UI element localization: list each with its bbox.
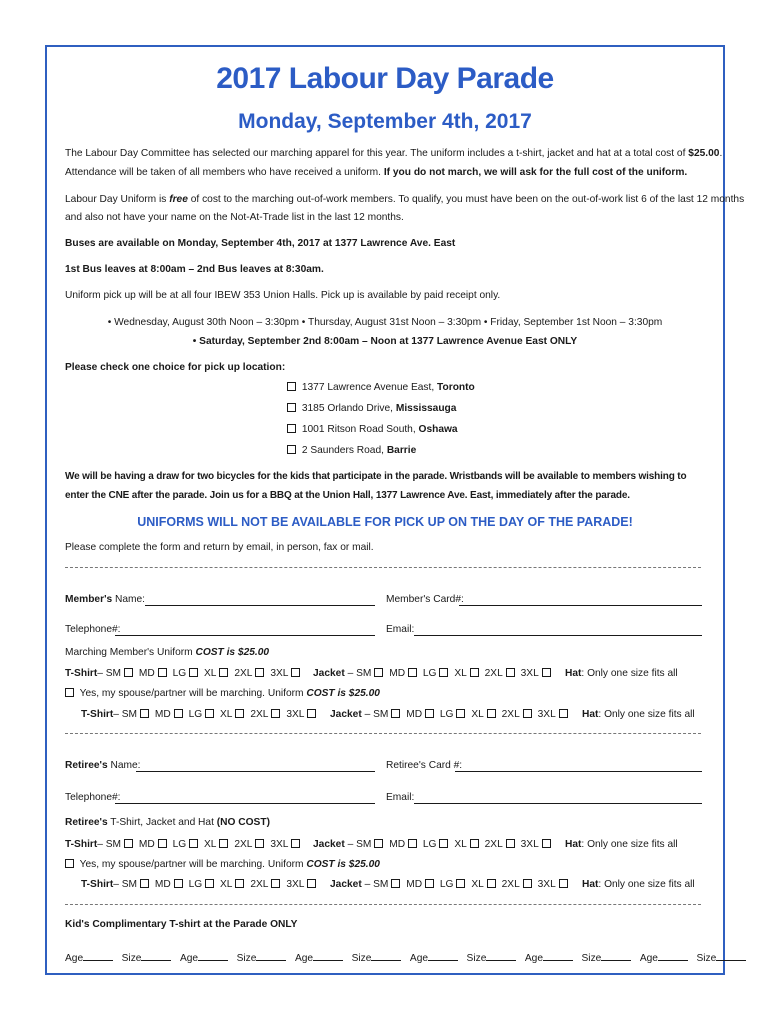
checkbox-toronto[interactable] [287,382,296,391]
size-checkbox[interactable] [140,879,149,888]
kids-age-size-row: Age Size Age Size Age Size Age Size Age Size Age Size [65,950,746,965]
checkbox-barrie[interactable] [287,445,296,454]
size-field[interactable] [371,950,401,961]
retiree-spouse-jacket-row: Jacket – SM MD LG XL 2XL 3XL [330,878,571,891]
retiree-email-label: Email: [386,792,415,803]
member-jacket-row: Jacket – SM MD LG XL 2XL 3XL [313,667,554,680]
size-checkbox[interactable] [506,668,515,677]
retiree-name-field[interactable] [136,771,375,772]
size-checkbox[interactable] [219,839,228,848]
age-field[interactable] [83,950,113,961]
size-checkbox[interactable] [391,709,400,718]
size-checkbox[interactable] [559,879,568,888]
size-checkbox[interactable] [487,879,496,888]
member-phone-label: Telephone#: [65,624,121,635]
attendance-text: Attendance will be taken of all members who have received a uniform. [65,167,381,178]
intro-text: The Labour Day Committee has selected our marching apparel for this year. The uniform includes a t-shirt, jacket and hat at a total cost of [65,148,686,159]
member-hat-note: Hat: Only one size fits all [565,668,678,679]
spouse-checkbox[interactable] [65,688,74,697]
size-checkbox[interactable] [408,668,417,677]
bus-times-text: 1st Bus leaves at 8:00am – 2nd Bus leaves at 8:30am. [65,264,324,275]
size-checkbox[interactable] [124,839,133,848]
size-field[interactable] [486,950,516,961]
size-checkbox[interactable] [542,839,551,848]
free-uniform-line-2: and also not have your name on the Not-At-Trade list in the last 12 months. [65,212,404,223]
size-checkbox[interactable] [456,709,465,718]
draw-line-1: We will be having a draw for two bicycles for the kids that participate in the parade. Wristbands will be available to members wishing to [65,471,687,482]
size-checkbox[interactable] [174,879,183,888]
size-checkbox[interactable] [425,879,434,888]
size-field[interactable] [256,950,286,961]
pickup-location-label [65,361,285,374]
form-instructions: Please complete the form and return by email, in person, fax or mail. [65,542,374,553]
member-email-field[interactable] [414,635,702,636]
retiree-email-field[interactable] [414,803,702,804]
uniform-cost: $25.00 [688,148,720,159]
size-checkbox[interactable] [158,668,167,677]
size-checkbox[interactable] [408,839,417,848]
member-phone-field[interactable] [115,635,375,636]
size-checkbox[interactable] [487,709,496,718]
free-text-a: Labour Day Uniform is [65,194,167,205]
size-checkbox[interactable] [542,668,551,677]
size-checkbox[interactable] [219,668,228,677]
pickup-saturday [0,335,770,348]
free-uniform-line-1 [65,193,744,206]
checkbox-oshawa[interactable] [287,424,296,433]
size-checkbox[interactable] [189,839,198,848]
retiree-spouse-size-row: T-Shirt– SM MD LG XL 2XL 3XL [81,878,319,891]
size-checkbox[interactable] [291,839,300,848]
location-option-oshawa[interactable]: 1001 Ritson Road South, Oshawa [287,423,458,436]
retiree-hat-note: Hat: Only one size fits all [565,839,678,850]
size-checkbox[interactable] [140,709,149,718]
size-checkbox[interactable] [255,668,264,677]
free-text-b: of cost to the marching out-of-work members. To qualify, you must have been on the out-of-work list 6 of the last 12 months [190,194,745,205]
size-checkbox[interactable] [307,709,316,718]
size-field[interactable] [716,950,746,961]
free-word: free [169,194,188,205]
age-field[interactable] [428,950,458,961]
age-field[interactable] [198,950,228,961]
retiree-phone-field[interactable] [115,803,375,804]
size-checkbox[interactable] [374,668,383,677]
size-checkbox[interactable] [271,879,280,888]
member-spouse-jacket-row: Jacket – SM MD LG XL 2XL 3XL [330,708,571,721]
age-field[interactable] [658,950,688,961]
intro-line-1: The Labour Day Committee has selected our marching apparel for this year. The uniform includes a t-shirt, jacket and hat at a total cost of $25.00. [65,148,723,159]
size-checkbox[interactable] [124,668,133,677]
size-checkbox[interactable] [205,709,214,718]
page-title: 2017 Labour Day Parade [216,62,554,95]
pickup-dates: • Wednesday, August 30th Noon – 3:30pm • Thursday, August 31st Noon – 3:30pm • Friday, September 1st Noon – 3:30pm [107,317,663,328]
size-checkbox[interactable] [291,668,300,677]
size-checkbox[interactable] [439,668,448,677]
size-checkbox[interactable] [205,879,214,888]
size-checkbox[interactable] [559,709,568,718]
member-spouse-size-row: T-Shirt– SM MD LG XL 2XL 3XL [81,708,319,721]
pickup-warning: UNIFORMS WILL NOT BE AVAILABLE FOR PICK UP ON THE DAY OF THE PARADE! [137,515,633,529]
location-option-mississauga[interactable]: 3185 Orlando Drive, Mississauga [287,402,456,415]
check-label-text: Please check one choice for pick up location: [65,362,286,373]
location-option-barrie[interactable]: 2 Saunders Road, Barrie [287,444,416,457]
size-checkbox[interactable] [307,879,316,888]
member-card-label: Member's Card#: [386,594,464,605]
size-checkbox[interactable] [271,709,280,718]
size-checkbox[interactable] [189,668,198,677]
location-option-toronto[interactable]: 1377 Lawrence Avenue East, Toronto [287,381,475,394]
bus-times [65,263,324,276]
attendance-warning: If you do not march, we will ask for the full cost of the uniform. [383,167,688,178]
size-checkbox[interactable] [470,839,479,848]
size-checkbox[interactable] [174,709,183,718]
member-spouse-row: Yes, my spouse/partner will be marching. Uniform COST is $25.00 [65,687,380,700]
retiree-spouse-hat-note: Hat: Only one size fits all [582,879,695,890]
size-checkbox[interactable] [470,668,479,677]
size-checkbox[interactable] [235,879,244,888]
retiree-card-label: Retiree's Card #: [386,760,463,771]
buses-info [65,237,455,250]
intro-line-2 [65,166,687,179]
divider [65,567,701,568]
retiree-size-row: T-Shirt– SM MD LG XL 2XL 3XL [65,838,303,851]
checkbox-mississauga[interactable] [287,403,296,412]
draw-line-2: enter the CNE after the parade. Join us for a BBQ at the Union Hall, 1377 Lawrence Ave. East, immediately after the parade. [65,490,630,501]
member-name-field[interactable] [145,605,375,606]
buses-text: Buses are available on Monday, September 4th, 2017 at 1377 Lawrence Ave. East [65,238,456,249]
retiree-spouse-row: Yes, my spouse/partner will be marching. Uniform COST is $25.00 [65,858,380,871]
size-checkbox[interactable] [158,839,167,848]
page-subtitle: Monday, September 4th, 2017 [238,110,532,133]
divider [65,904,701,905]
size-checkbox[interactable] [374,839,383,848]
spouse-checkbox[interactable] [65,859,74,868]
retiree-card-field[interactable] [455,771,702,772]
retiree-name-label: Retiree's Name: [65,760,141,771]
age-field[interactable] [543,950,573,961]
size-checkbox[interactable] [255,839,264,848]
member-size-row: T-Shirt– SM MD LG XL 2XL 3XL [65,667,303,680]
size-checkbox[interactable] [235,709,244,718]
size-checkbox[interactable] [456,879,465,888]
size-field[interactable] [141,950,171,961]
member-card-field[interactable] [459,605,702,606]
kids-heading: Kid's Complimentary T-shirt at the Parade ONLY [65,919,298,930]
size-checkbox[interactable] [523,879,532,888]
size-field[interactable] [601,950,631,961]
size-checkbox[interactable] [523,709,532,718]
retiree-uniform-heading: Retiree's T-Shirt, Jacket and Hat (NO COST) [65,817,270,828]
member-name-label: Member's Name: [65,594,146,605]
size-checkbox[interactable] [391,879,400,888]
member-uniform-heading: Marching Member's Uniform COST is $25.00 [65,647,270,658]
retiree-jacket-row: Jacket – SM MD LG XL 2XL 3XL [313,838,554,851]
member-email-label: Email: [386,624,415,635]
age-field[interactable] [313,950,343,961]
size-checkbox[interactable] [506,839,515,848]
retiree-phone-label: Telephone#: [65,792,121,803]
page-border [45,45,725,975]
divider [65,733,701,734]
size-checkbox[interactable] [425,709,434,718]
saturday-text: • Saturday, September 2nd 8:00am – Noon at 1377 Lawrence Avenue East ONLY [192,336,578,347]
member-spouse-hat-note: Hat: Only one size fits all [582,709,695,720]
pickup-info: Uniform pick up will be at all four IBEW 353 Union Halls. Pick up is available by paid receipt only. [65,290,501,301]
size-checkbox[interactable] [439,839,448,848]
